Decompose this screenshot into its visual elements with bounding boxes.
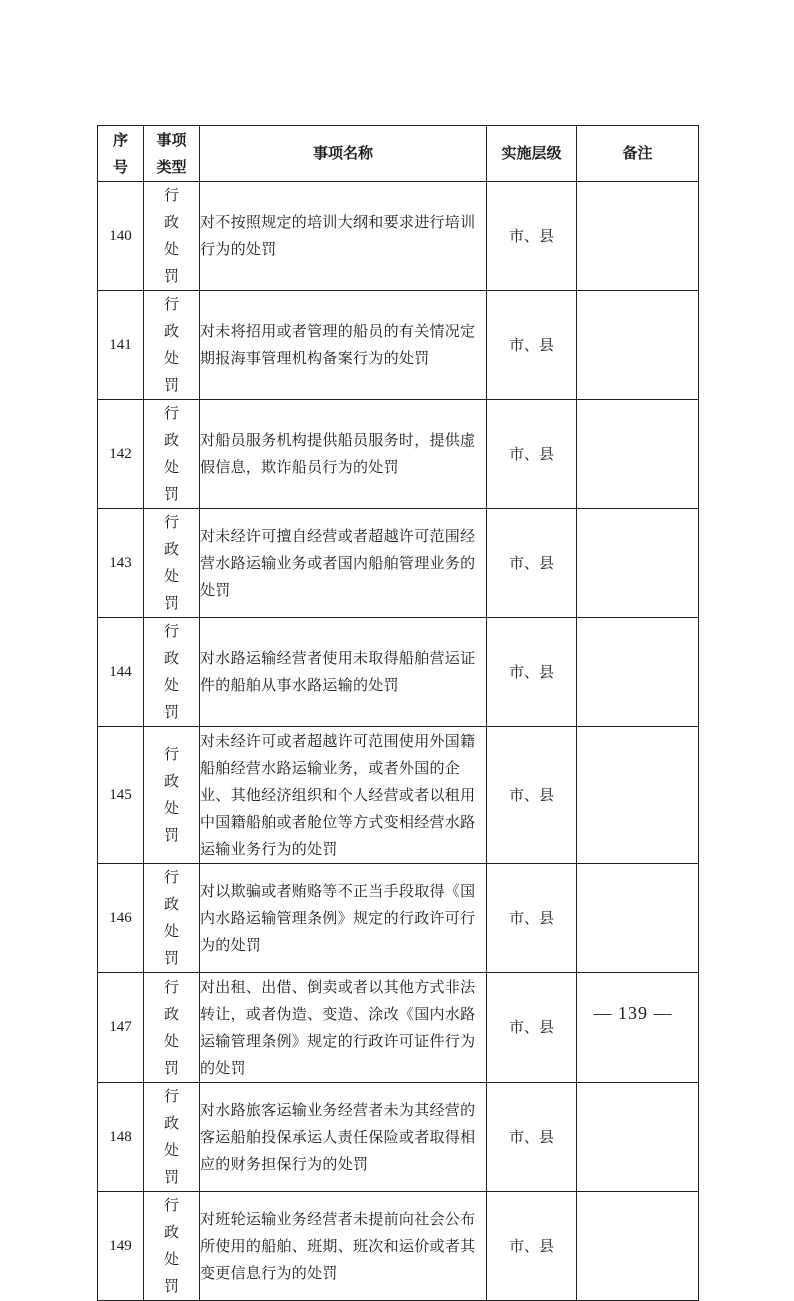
row-type: 行政处罚 xyxy=(144,1192,200,1301)
table-row xyxy=(98,291,699,400)
row-note xyxy=(577,1192,699,1301)
row-name: 对出租、出借、倒卖或者以其他方式非法转让，或者伪造、变造、涂改《国内水路运输管理条例》规定的行政许可证件行为的处罚 xyxy=(200,973,487,1083)
row-type: 行政处罚 xyxy=(144,182,200,291)
row-name: 对班轮运输业务经营者未提前向社会公布所使用的船舶、班期、班次和运价或者其变更信息行为的处罚 xyxy=(200,1192,487,1301)
row-type: 行政处罚 xyxy=(144,1083,200,1192)
row-name: 对以欺骗或者贿赂等不正当手段取得《国内水路运输管理条例》规定的行政许可行为的处罚 xyxy=(200,864,487,973)
row-level: 市、县 xyxy=(487,400,577,509)
row-level: 市、县 xyxy=(487,727,577,864)
row-note xyxy=(577,973,699,1083)
row-no: 143 xyxy=(98,509,144,618)
row-no: 142 xyxy=(98,400,144,509)
header-row xyxy=(98,126,699,182)
row-level: 市、县 xyxy=(487,509,577,618)
row-type: 行政处罚 xyxy=(144,509,200,618)
row-no: 141 xyxy=(98,291,144,400)
header-type: 事项类型 xyxy=(144,126,200,182)
row-no: 147 xyxy=(98,973,144,1083)
page-number: — 139 — xyxy=(593,1003,673,1023)
table-row xyxy=(98,400,699,509)
row-type: 行政处罚 xyxy=(144,973,200,1083)
row-type: 行政处罚 xyxy=(144,400,200,509)
row-level: 市、县 xyxy=(487,973,577,1083)
row-note xyxy=(577,1083,699,1192)
row-name: 对未将招用或者管理的船员的有关情况定期报海事管理机构备案行为的处罚 xyxy=(200,291,487,400)
row-type: 行政处罚 xyxy=(144,291,200,400)
row-level: 市、县 xyxy=(487,1192,577,1301)
row-no: 146 xyxy=(98,864,144,973)
row-type: 行政处罚 xyxy=(144,618,200,727)
row-name: 对船员服务机构提供船员服务时，提供虚假信息，欺诈船员行为的处罚 xyxy=(200,400,487,509)
row-no: 145 xyxy=(98,727,144,864)
row-no: 148 xyxy=(98,1083,144,1192)
row-type: 行政处罚 xyxy=(144,864,200,973)
table-row xyxy=(98,1083,699,1192)
table-row xyxy=(98,618,699,727)
table-row xyxy=(98,509,699,618)
row-note xyxy=(577,182,699,291)
row-level: 市、县 xyxy=(487,291,577,400)
header-level: 实施层级 xyxy=(487,126,577,182)
row-no: 140 xyxy=(98,182,144,291)
table-row xyxy=(98,864,699,973)
row-name: 对水路运输经营者使用未取得船舶营运证件的船舶从事水路运输的处罚 xyxy=(200,618,487,727)
table-row xyxy=(98,182,699,291)
row-note xyxy=(577,864,699,973)
row-note xyxy=(577,727,699,864)
header-note: 备注 xyxy=(577,126,699,182)
row-type: 行政处罚 xyxy=(144,727,200,864)
row-level: 市、县 xyxy=(487,618,577,727)
row-no: 149 xyxy=(98,1192,144,1301)
row-level: 市、县 xyxy=(487,864,577,973)
row-note xyxy=(577,618,699,727)
header-no: 序号 xyxy=(98,126,144,182)
row-level: 市、县 xyxy=(487,182,577,291)
row-name: 对不按照规定的培训大纲和要求进行培训行为的处罚 xyxy=(200,182,487,291)
table-row xyxy=(98,1192,699,1301)
row-name: 对未经许可或者超越许可范围使用外国籍船舶经营水路运输业务，或者外国的企业、其他经济组织和个人经营或者以租用中国籍船舶或者舱位等方式变相经营水路运输业务行为的处罚 xyxy=(200,727,487,864)
row-name: 对未经许可擅自经营或者超越许可范围经营水路运输业务或者国内船舶管理业务的处罚 xyxy=(200,509,487,618)
table-row xyxy=(98,973,699,1083)
header-name: 事项名称 xyxy=(200,126,487,182)
table-row xyxy=(98,727,699,864)
items-table xyxy=(97,125,699,1301)
row-note xyxy=(577,400,699,509)
row-note xyxy=(577,509,699,618)
row-level: 市、县 xyxy=(487,1083,577,1192)
row-no: 144 xyxy=(98,618,144,727)
row-note xyxy=(577,291,699,400)
row-name: 对水路旅客运输业务经营者未为其经营的客运船舶投保承运人责任保险或者取得相应的财务担保行为的处罚 xyxy=(200,1083,487,1192)
